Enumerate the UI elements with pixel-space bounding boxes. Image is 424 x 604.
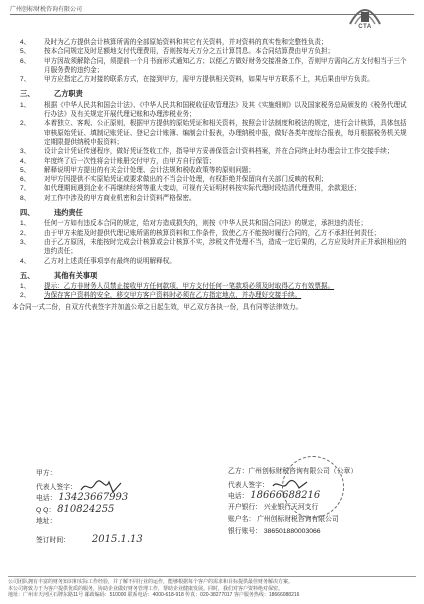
clause-text: 乙方对上述责任事项享有最终的说明解释权。 bbox=[44, 257, 176, 265]
clause-text: 解释说明甲方提出的有关会计处理、会计法规和税收政策等的原则问题； bbox=[44, 166, 255, 174]
party-a-phone: 电话： 13423667993 bbox=[36, 492, 129, 503]
section-5-heading: 五、 其他有关事项 bbox=[20, 270, 98, 280]
clause-text: 甲方应指定乙方对接的联系方式，在接到甲方，需甲方提供相关资料，如果与甲方联系不上，其后果由甲方负责。 bbox=[44, 76, 374, 84]
party-b-bank: 开户银行： 兴业银行天河支行 bbox=[228, 504, 319, 511]
clause-number: 6、 bbox=[20, 57, 31, 65]
party-a-rep: 代表人签字： bbox=[36, 480, 186, 492]
clause-text: 对工作中涉及的甲方商业机密和会计资料严格保密。 bbox=[44, 194, 196, 202]
clause-number: 4、 bbox=[20, 157, 31, 165]
party-a-date: 签订时间： 2015.1.13 bbox=[36, 534, 143, 545]
clause-item bbox=[12, 47, 412, 56]
clause-item bbox=[12, 166, 412, 175]
clause-text: 由于甲方未能及时提供代理记账所需的核算资料和工作条件，致使乙方不能按时履行合同的，乙方不承担任何责任； bbox=[44, 229, 381, 237]
clause-text: 年度终了后一次性将会计账册交付甲方，由甲方自行保管； bbox=[44, 157, 216, 165]
clause-number: 2、 bbox=[20, 292, 31, 300]
clause-number: 3、 bbox=[20, 148, 31, 156]
party-b-rep: 代表人签字： bbox=[228, 478, 418, 490]
clause-number: 1、 bbox=[20, 101, 31, 109]
clause-item bbox=[12, 38, 412, 47]
clause-item bbox=[12, 101, 412, 120]
party-b-account-name: 账户名： 广州创标财税咨询有限公司 bbox=[228, 516, 339, 523]
party-b-label: 乙方：广州创标财税咨询有限公司（公章） bbox=[228, 468, 358, 475]
footer-line-1: 公司团队拥有丰富的财务知识和实际工作经验，并了解不同行业的运作，能够根据每个客户的需求和目标提供最佳财务解决方案。 bbox=[8, 579, 294, 585]
clause-number: 4、 bbox=[20, 39, 31, 46]
clause-item bbox=[12, 194, 412, 203]
clause-number: 7、 bbox=[20, 76, 31, 84]
section-4-heading: 四、 违约责任 bbox=[20, 208, 83, 218]
clause-number: 2、 bbox=[20, 120, 31, 128]
clause-item bbox=[12, 157, 412, 166]
clause-number: 2、 bbox=[20, 229, 31, 237]
clause-number: 1、 bbox=[20, 220, 31, 228]
clause-text: 根据《中华人民共和国会计法》、《中华人民共和国税收征收管理法》及其《实施细则》以及国家税务总局颁发的《税务代理试行办法》及有关规定开展代理记账和办理涉税业务； bbox=[44, 101, 407, 119]
clause-text: 任何一方如有违反本合同的规定，给对方造成损失的，则按《中华人民共和国合同法》的规定，承担违约责任； bbox=[44, 220, 368, 228]
clause-number: 5、 bbox=[20, 166, 31, 174]
clause-item bbox=[12, 175, 412, 184]
clause-item bbox=[12, 147, 412, 156]
clause-text: 按本合同规定及时足额地支付代理费用，否则按每天万分之五计算罚息。本合同结算费由甲方负担； bbox=[44, 48, 335, 56]
clause-item bbox=[12, 57, 412, 76]
clause-text: 为保存客户资料的安全，移交甲方客户资料时必须在乙方指定地点，并办理好交接手续。 bbox=[44, 292, 302, 300]
party-a-qq: Q Q： 810824255 bbox=[36, 504, 115, 515]
contract-body bbox=[12, 38, 412, 312]
party-a-block bbox=[36, 468, 186, 546]
company-seal-icon bbox=[282, 456, 344, 518]
clause-item bbox=[12, 257, 412, 266]
party-a-label: 甲方： bbox=[36, 470, 57, 477]
clause-text: 本着独立、客观、公正原则，根据甲方提供的原始凭证和相关资料，按照会计法制度和税法的规定，进行会计核算，具体包括审核原始凭证、填制记账凭证、登记会计账簿、编制会计报表，办理纳税申报，做好各类年度综合报表，每月根据税务机关规定期限提供纳税申报资料； bbox=[44, 120, 407, 146]
clause-text: 对甲方因提供不实原始凭证或要求做出的不当会计处理，有权拒绝并保留向有关部门反映的权利； bbox=[44, 176, 328, 184]
clause-number: 1、 bbox=[20, 283, 31, 291]
footer bbox=[8, 576, 416, 599]
clause-number: 7、 bbox=[20, 185, 31, 193]
clause-number: 8、 bbox=[20, 194, 31, 202]
clause-item bbox=[12, 184, 412, 193]
clause-text: 提示：乙方非财务人员禁止接收甲方任何款项，甲方支付任何一笔款项必须及时取得乙方有效票据。 bbox=[44, 283, 335, 291]
header-company: 广州创标财税咨询有限公司 bbox=[10, 7, 83, 13]
footer-line-3: 地址：广州市天河区石牌东路11号 邮政编码：510000 联系电话：4000-618-918 传真：020-38277017 客户服务热线：18666088216 bbox=[8, 592, 300, 599]
party-b-account: 银行账号： 386501880003066 bbox=[228, 528, 321, 535]
clause-number: 6、 bbox=[20, 176, 31, 184]
clause-item bbox=[12, 75, 412, 84]
clause-text: 如代理期间遇到企业不再继续经营等重大变动，可视有关证明材料按实际代理时段结清代理费用，余款退还； bbox=[44, 185, 361, 193]
party-b-phone: 电话： 18666688216 bbox=[228, 490, 321, 501]
clause-text: 甲方因故须解除合同，须提前一个月书面形式通知乙方；以便乙方做好财务交接准备工作，否则甲方需向乙方支付相当于三个月服务费的违约金； bbox=[44, 57, 407, 74]
clause-text: 设计会计凭证传递程序，做好凭证签收工作，指导甲方妥善保管会计资料档案，并在合同终止时办理会计工作交接手续； bbox=[44, 148, 394, 156]
clause-item bbox=[12, 238, 412, 257]
clause-item bbox=[12, 291, 412, 300]
clause-item bbox=[12, 282, 412, 291]
party-a-address: 地址： bbox=[36, 518, 57, 525]
clause-item bbox=[12, 229, 412, 238]
clause-item bbox=[12, 119, 412, 147]
clause-item bbox=[12, 219, 412, 228]
closing-statement: 本合同一式二份，自双方代表签字并加盖公章之日起生效，甲乙双方各执一份，具有同等法律效力。 bbox=[12, 303, 303, 311]
clause-text: 及时为乙方提供会计核算所需的全部原始资料和其它有关资料，并对资料的真实性和完整性负责； bbox=[44, 39, 328, 46]
clause-number: 3、 bbox=[20, 238, 31, 246]
clause-text: 由于乙方原因，未能按时完成会计核算或会计核算不实，涉税文件处理不当，造成一定后果的，乙方应及时并正并承担相应的违约责任； bbox=[44, 238, 407, 256]
clause-number: 4、 bbox=[20, 257, 31, 265]
clause-number: 5、 bbox=[20, 48, 31, 56]
section-3-heading: 三、 乙方职责 bbox=[20, 89, 83, 99]
footer-line-2: 本公司将致力于为客户提供优质的服务，协助企业做好财务管理工作，帮助企业健康发展。同时，我们对客户资料绝对保密。 bbox=[8, 585, 284, 592]
logo-text: CTA bbox=[358, 24, 372, 30]
